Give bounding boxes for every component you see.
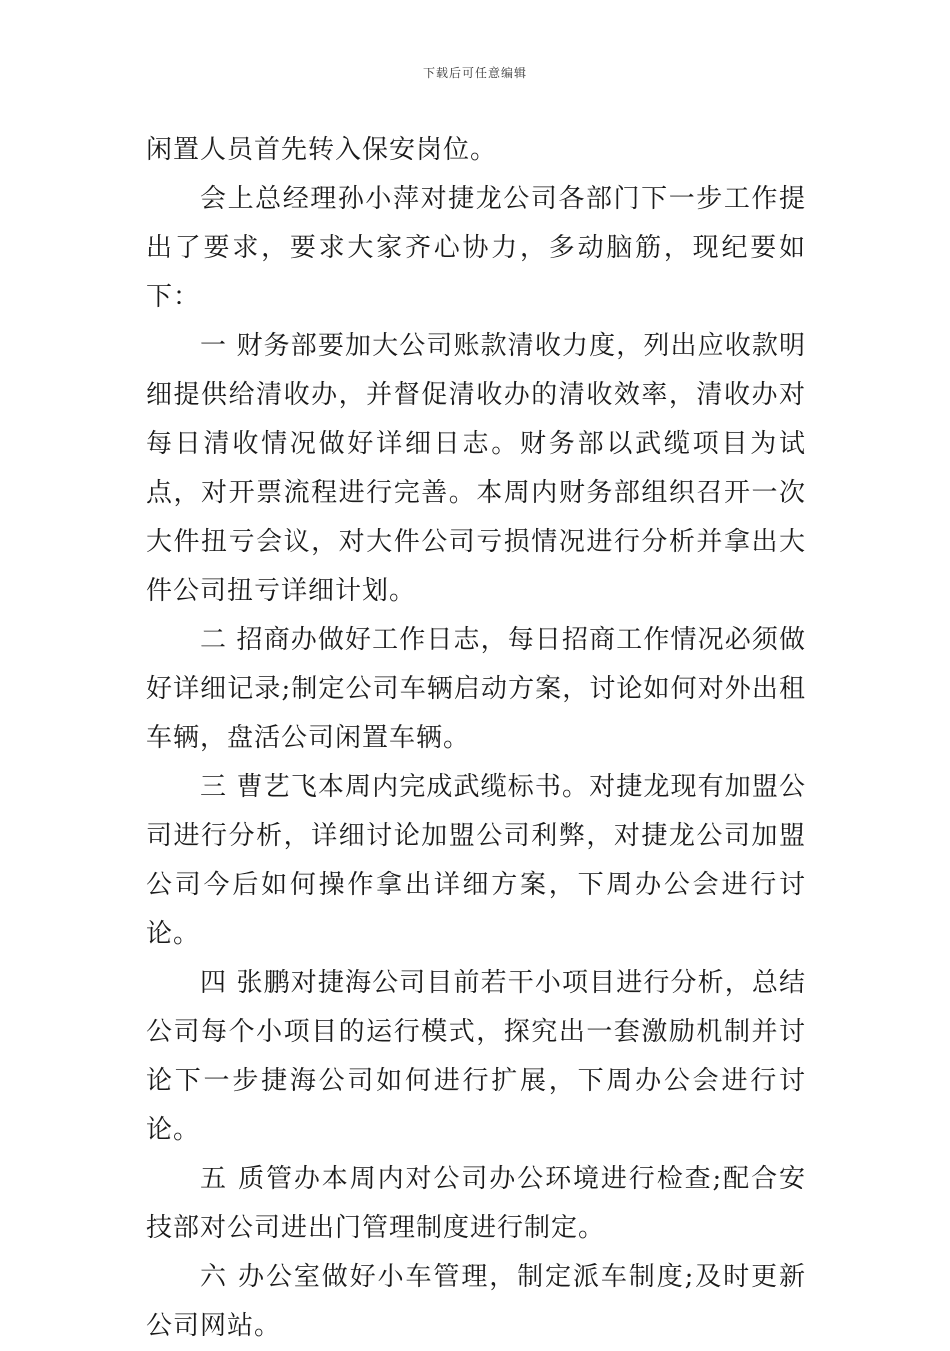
page-header-note: 下载后可任意编辑	[422, 66, 527, 80]
paragraph-item-3: 三 曹艺飞本周内完成武缆标书。对捷龙现有加盟公司进行分析，详细讨论加盟公司利弊，对捷龙公司加盟公司今后如何操作拿出详细方案，下周办公会进行讨论。	[146, 772, 806, 949]
document-body	[146, 126, 806, 1351]
paragraph-item-4: 四 张鹏对捷海公司目前若干小项目进行分析，总结公司每个小项目的运行模式，探究出一套激励机制并讨论下一步捷海公司如何进行扩展，下周办公会进行讨论。	[146, 968, 806, 1145]
paragraph-continuation: 闲置人员首先转入保安岗位。	[146, 135, 498, 165]
paragraph-meeting-intro: 会上总经理孙小萍对捷龙公司各部门下一步工作提出了要求，要求大家齐心协力，多动脑筋，现纪要如下：	[146, 184, 806, 312]
paragraph-item-2: 二 招商办做好工作日志，每日招商工作情况必须做好详细记录;制定公司车辆启动方案，讨论如何对外出租车辆，盘活公司闲置车辆。	[146, 625, 806, 753]
paragraph-item-6: 六 办公室做好小车管理，制定派车制度;及时更新公司网站。	[146, 1262, 806, 1341]
paragraph-item-1: 一 财务部要加大公司账款清收力度，列出应收款明细提供给清收办，并督促清收办的清收效率，清收办对每日清收情况做好详细日志。财务部以武缆项目为试点，对开票流程进行完善。本周内财务部组织召开一次大件扭亏会议，对大件公司亏损情况进行分析并拿出大件公司扭亏详细计划。	[146, 331, 806, 606]
paragraph-item-5: 五 质管办本周内对公司办公环境进行检查;配合安技部对公司进出门管理制度进行制定。	[146, 1164, 806, 1243]
